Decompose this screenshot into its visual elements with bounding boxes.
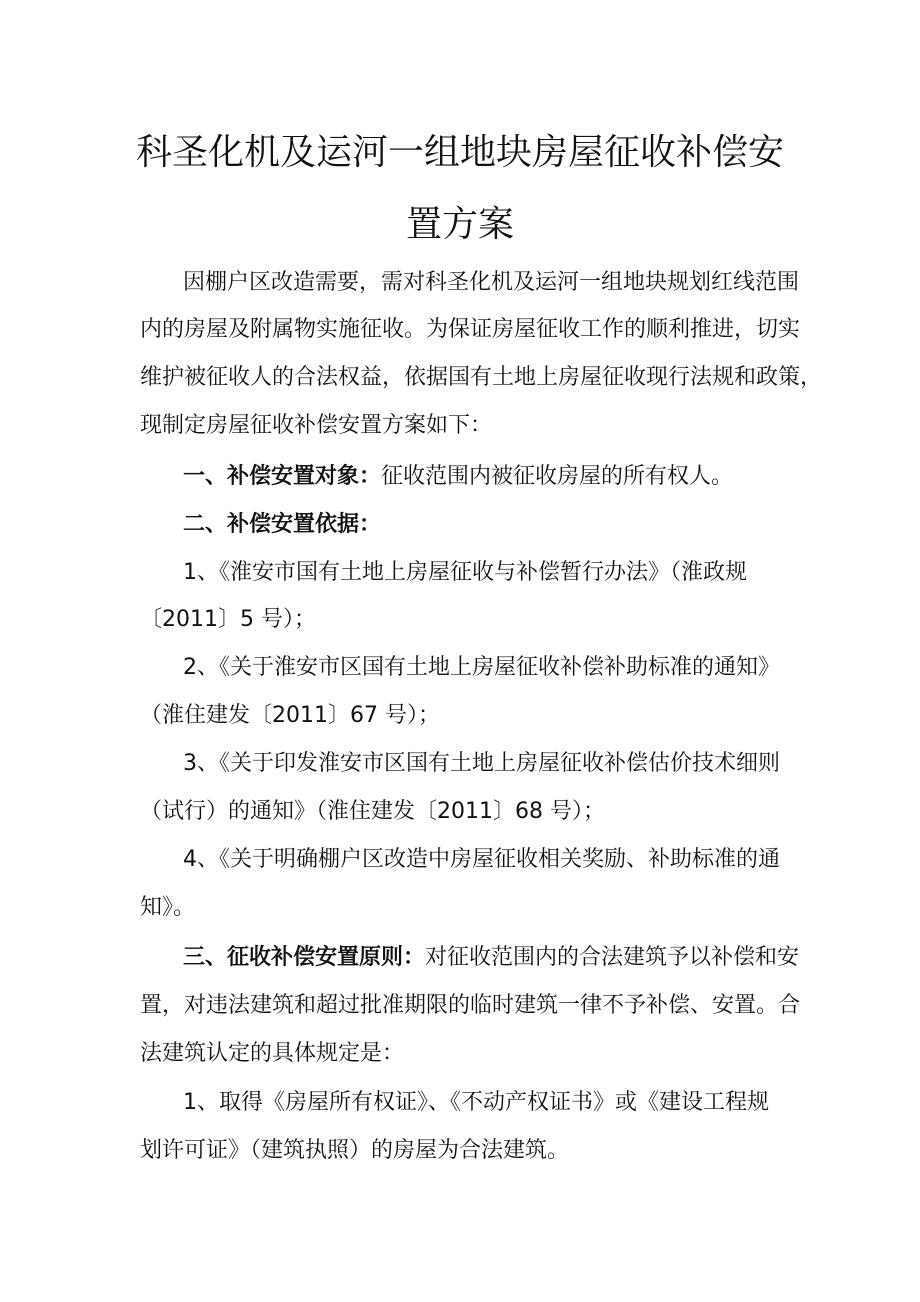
basis-item-4-line-2: 知》。 (140, 895, 196, 920)
section-2-heading: 二、补偿安置依据： (183, 512, 382, 537)
document-title-line-1: 科圣化机及运河一组地块房屋征收补偿安 (135, 132, 784, 173)
intro-line-2: 内的房屋及附属物实施征收。为保证房屋征收工作的顺利推进，切实 (140, 317, 801, 342)
section-3-heading: 三、征收补偿安置原则： (183, 945, 426, 970)
section-1-heading: 一、补偿安置对象： (183, 464, 382, 489)
basis-item-1-line-2: 〔2011〕5 号）； (140, 607, 316, 632)
section-1-paragraph (183, 462, 785, 492)
intro-line-3: 维护被征收人的合法权益，依据国有土地上房屋征收现行法规和政策， (140, 365, 823, 390)
section-1-text: 征收范围内被征收房屋的所有权人。 (381, 464, 734, 489)
basis-item-3-line-2: （试行）的通知》（淮住建发〔2011〕68 号）； (140, 799, 605, 824)
section-3-text-1: 对征收范围内的合法建筑予以补偿和安 (425, 945, 800, 970)
section-3-paragraph-line-1 (183, 943, 800, 973)
section-3-item-1-line-1: 1、取得《房屋所有权证》、《不动产权证书》或《建设工程规 (183, 1090, 769, 1115)
intro-line-4: 现制定房屋征收补偿安置方案如下： (140, 413, 493, 438)
basis-item-4-line-1: 4、《关于明确棚户区改造中房屋征收相关奖励、补助标准的通 (183, 847, 780, 872)
basis-item-2-line-2: （淮住建发〔2011〕67 号）； (140, 703, 440, 728)
section-3-line-2: 置，对违法建筑和超过批准期限的临时建筑一律不予补偿、安置。合 (140, 993, 801, 1018)
basis-item-1-line-1: 1、《淮安市国有土地上房屋征收与补偿暂行办法》（淮政规 (183, 560, 747, 585)
basis-item-3-line-1: 3、《关于印发淮安市区国有土地上房屋征收补偿估价技术细则 (183, 751, 780, 776)
section-3-item-1-line-2: 划许可证》（建筑执照）的房屋为合法建筑。 (140, 1138, 570, 1163)
basis-item-2-line-1: 2、《关于淮安市区国有土地上房屋征收补偿补助标准的通知》 (183, 655, 780, 680)
document-title-line-2: 置方案 (405, 204, 514, 245)
intro-line-1: 因棚户区改造需要，需对科圣化机及运河一组地块规划红线范围 (183, 270, 800, 295)
section-3-line-3: 法建筑认定的具体规定是： (140, 1041, 405, 1066)
